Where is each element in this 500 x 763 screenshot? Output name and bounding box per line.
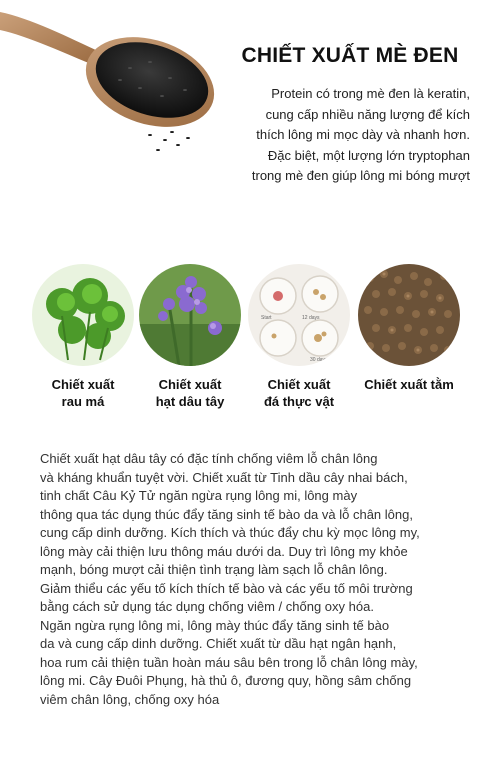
- ingredient-label: [30, 376, 136, 410]
- description-line: và kháng khuẩn tuyệt vời. Chiết xuất từ Tinh dầu cây nhai bách,: [40, 469, 408, 485]
- ingredient-centella: [30, 264, 136, 410]
- description-line: lông mày cải thiện lưu thông máu dưới da. Duy trì lông my khỏe: [40, 543, 408, 559]
- ingredient-label: [356, 376, 462, 393]
- description-line: thông qua tác dụng thúc đẩy tăng sinh tế bào da và lỗ chân lông,: [40, 506, 413, 522]
- description-line: Giảm thiểu các yếu tố kích thích tế bào và các yếu tố môi trường: [40, 580, 413, 596]
- intro-line: trong mè đen giúp lông mi bóng mượt: [251, 168, 470, 183]
- section-title: CHIẾT XUẤT MÈ ĐEN: [241, 44, 459, 67]
- description-line: da và cung cấp dinh dưỡng. Chiết xuất từ dầu hạt ngân hạnh,: [40, 636, 397, 651]
- ingredient-strawberry-seed: [137, 264, 243, 410]
- petri-label: 12 days: [302, 315, 320, 321]
- description-line: Ngăn ngừa rụng lông mi, lông mày thúc đẩy tăng sinh tế bào: [40, 617, 390, 633]
- ingredient-label-line: hạt dâu tây: [155, 394, 225, 409]
- intro-line: Protein có trong mè đen là keratin,: [271, 86, 470, 101]
- intro-paragraph: [170, 84, 470, 187]
- ingredient-label: [137, 376, 243, 410]
- centella-leaves-image: [32, 264, 134, 366]
- petri-label: 30 days: [310, 357, 328, 363]
- ingredient-label-line: Chiết xuất tằm: [364, 377, 454, 392]
- ingredient-label-line: đá thực vật: [263, 394, 335, 409]
- intro-line: Đặc biệt, một lượng lớn tryptophan: [267, 147, 470, 163]
- description-line: tinh chất Câu Kỷ Tử ngăn ngừa rụng lông mi, lông mày: [40, 488, 358, 503]
- intro-line: thích lông mi mọc dày và nhanh hơn.: [256, 127, 470, 142]
- description-line: hoa rum cải thiện tuần hoàn máu sâu bên trong lỗ chân lông mày,: [40, 654, 418, 670]
- petri-label: Start: [261, 315, 272, 321]
- description-line: bằng cách sử dụng tác dụng chống viêm / chống oxy hóa.: [40, 599, 374, 614]
- description-line: lông mi. Cây Đuôi Phụng, hà thủ ô, đương quy, hồng sâm chống: [40, 673, 412, 688]
- ingredient-label-line: Chiết xuất: [51, 377, 115, 392]
- ingredient-label-line: Chiết xuất: [158, 377, 222, 392]
- ingredient-label-line: rau má: [61, 394, 105, 409]
- description-paragraph: [40, 450, 490, 709]
- description-line: Chiết xuất hạt dâu tây có đặc tính chống viêm lỗ chân lông: [40, 451, 378, 466]
- purple-flower-image: [139, 264, 241, 366]
- description-line: mạnh, bóng mượt cải thiện tình trạng làm sạch lỗ chân lông.: [40, 562, 388, 577]
- ingredient-label: [246, 376, 352, 410]
- ingredient-silkworm: [356, 264, 462, 393]
- description-line: cung cấp dinh dưỡng. Kích thích và thúc đẩy chu kỳ mọc lông my,: [40, 525, 420, 540]
- description-line: viêm chân lông, chống oxy hóa: [40, 691, 220, 707]
- ingredient-list: [30, 264, 470, 414]
- ingredient-label-line: Chiết xuất: [267, 377, 331, 392]
- petri-dishes-image: [248, 264, 350, 366]
- ingredient-plant-stone: [246, 264, 352, 410]
- brown-seeds-image: [358, 264, 460, 366]
- intro-line: cung cấp nhiều năng lượng để kích: [265, 106, 470, 122]
